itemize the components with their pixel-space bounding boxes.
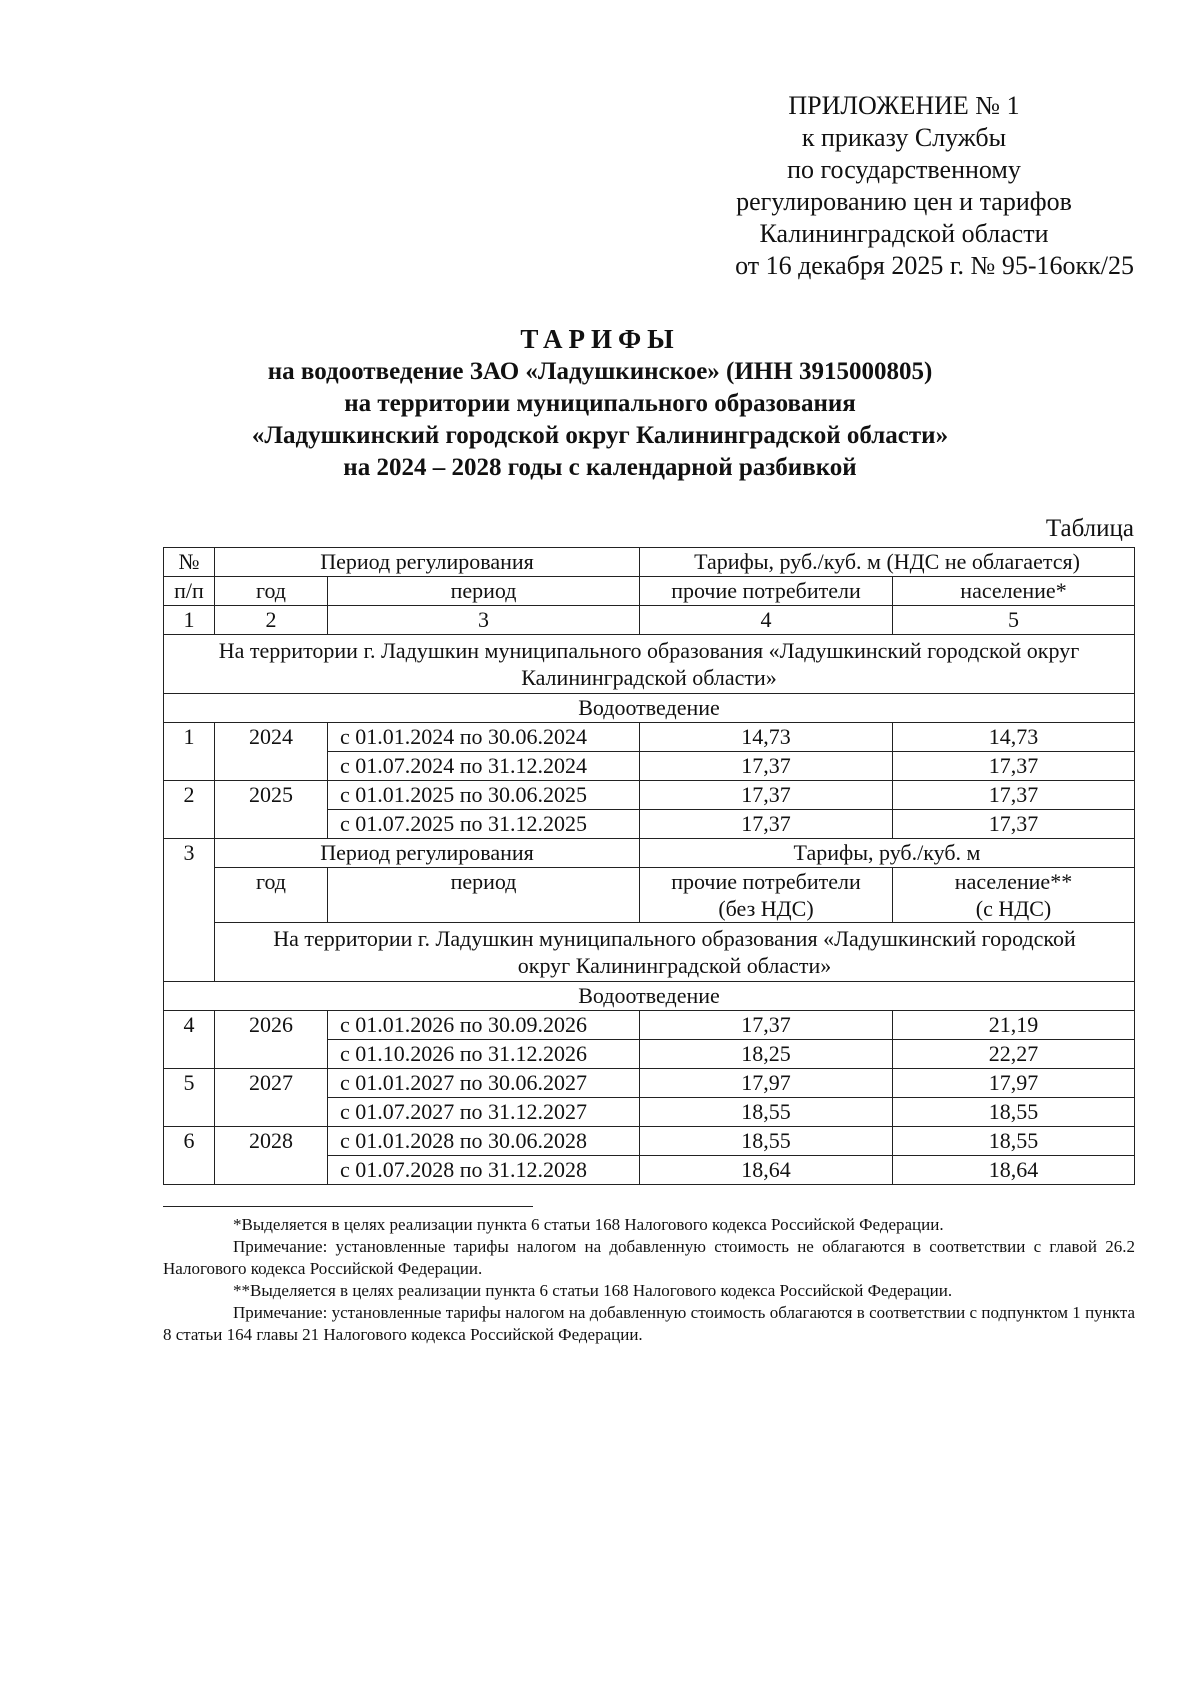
row-other-tariff: 17,37 (640, 810, 893, 839)
section2-population-vat: (с НДС) (975, 896, 1052, 921)
section2-period-regulation: Период регулирования (215, 839, 640, 868)
table-caption: Таблица (1045, 515, 1134, 542)
row-period: с 01.01.2028 по 30.06.2028 (328, 1127, 640, 1156)
table-row (164, 723, 1135, 752)
section2-year: год (215, 868, 328, 923)
row-period: с 01.01.2027 по 30.06.2027 (328, 1069, 640, 1098)
territory-row (164, 635, 1135, 694)
territory-cell: На территории г. Ладушкин муниципального образования «Ладушкинский городской округ Калининградской области» (164, 635, 1135, 694)
footnote-2: **Выделяется в целях реализации пункта 6 статьи 168 Налогового кодекса Российской Федерации. (233, 1281, 953, 1300)
appendix-date: от 16 декабря 2025 г. № 95-16окк/25 (735, 251, 1134, 280)
row-population-tariff: 17,37 (893, 810, 1135, 839)
table-subheader-row (164, 577, 1135, 606)
header-tariffs: Тарифы, руб./куб. м (НДС не облагается) (640, 548, 1135, 577)
row-number: 2 (164, 781, 215, 839)
row-population-tariff: 18,55 (893, 1127, 1135, 1156)
section2-other-consumers (640, 868, 893, 923)
header-num-pp: п/п (164, 577, 215, 606)
row-period: с 01.01.2024 по 30.06.2024 (328, 723, 640, 752)
footnote-note-1: Примечание: установленные тарифы налогом на добавленную стоимость не облагаются в соответствии с главой 26.2 Налогового кодекса Российской Федерации. (163, 1237, 1135, 1278)
row-number: 5 (164, 1069, 215, 1127)
section2-other-label: прочие потребители (671, 869, 861, 894)
column-numbers-row (164, 606, 1135, 635)
row-period: с 01.07.2025 по 31.12.2025 (328, 810, 640, 839)
appendix-order-line: к приказу Службы (801, 123, 1007, 152)
footnote-divider (163, 1206, 533, 1207)
title-main: ТАРИФЫ (520, 324, 680, 354)
row-period: с 01.07.2027 по 31.12.2027 (328, 1098, 640, 1127)
row-number: 4 (164, 1011, 215, 1069)
row-other-tariff: 17,37 (640, 1011, 893, 1040)
row-other-tariff: 17,97 (640, 1069, 893, 1098)
appendix-number: ПРИЛОЖЕНИЕ № 1 (788, 91, 1020, 120)
section2-subheader-row (164, 868, 1135, 923)
row-period: с 01.10.2026 по 31.12.2026 (328, 1040, 640, 1069)
title-line-4: на 2024 – 2028 годы с календарной разбивкой (343, 454, 857, 481)
section2-population-label: население** (954, 869, 1073, 894)
row-number: 1 (164, 723, 215, 781)
appendix-regulation-line: регулированию цен и тарифов (736, 187, 1072, 216)
tariffs-table (163, 547, 1135, 1185)
section2-population (893, 868, 1135, 923)
service-cell: Водоотведение (164, 694, 1135, 723)
header-population: население* (893, 577, 1135, 606)
service-row-2 (164, 982, 1135, 1011)
appendix-region-line: Калининградской области (759, 219, 1049, 248)
footnote-note-2: Примечание: установленные тарифы налогом на добавленную стоимость облагаются в соответствии с подпунктом 1 пункта 8 статьи 164 главы 21 Налогового кодекса Российской Федерации. (163, 1303, 1135, 1344)
row-year: 2027 (215, 1069, 328, 1127)
row-other-tariff: 17,37 (640, 781, 893, 810)
territory-row-2 (164, 923, 1135, 982)
row-other-tariff: 18,64 (640, 1156, 893, 1185)
footnotes (163, 1214, 1135, 1346)
service-row (164, 694, 1135, 723)
service-cell-2: Водоотведение (164, 982, 1135, 1011)
table-row (164, 1069, 1135, 1098)
column-number: 1 (164, 606, 215, 635)
row-year: 2024 (215, 723, 328, 781)
table-header-row (164, 548, 1135, 577)
header-num: № (164, 548, 215, 577)
title-line-2: на территории муниципального образования (344, 390, 856, 417)
header-other-consumers: прочие потребители (640, 577, 893, 606)
row-period: с 01.07.2028 по 31.12.2028 (328, 1156, 640, 1185)
section2-tariffs: Тарифы, руб./куб. м (640, 839, 1135, 868)
row-year: 2026 (215, 1011, 328, 1069)
row-year: 2028 (215, 1127, 328, 1185)
row-other-tariff: 18,25 (640, 1040, 893, 1069)
table-row (164, 1011, 1135, 1040)
document-title (150, 322, 1050, 484)
row-number: 6 (164, 1127, 215, 1185)
row-population-tariff: 17,37 (893, 752, 1135, 781)
row-period: с 01.07.2024 по 31.12.2024 (328, 752, 640, 781)
header-year: год (215, 577, 328, 606)
appendix-header (674, 90, 1134, 282)
row-population-tariff: 17,97 (893, 1069, 1135, 1098)
header-period: период (328, 577, 640, 606)
row-population-tariff: 18,64 (893, 1156, 1135, 1185)
table-row (164, 781, 1135, 810)
table-row (164, 1127, 1135, 1156)
column-number: 4 (640, 606, 893, 635)
title-line-1: на водоотведение ЗАО «Ладушкинское» (ИНН 3915000805) (267, 358, 933, 385)
section2-other-vat: (без НДС) (718, 896, 814, 921)
row-population-tariff: 18,55 (893, 1098, 1135, 1127)
tariffs-table-body (164, 548, 1135, 1185)
row-population-tariff: 21,19 (893, 1011, 1135, 1040)
row-other-tariff: 18,55 (640, 1127, 893, 1156)
row-population-tariff: 22,27 (893, 1040, 1135, 1069)
header-period-regulation: Период регулирования (215, 548, 640, 577)
appendix-service-line: по государственному (787, 155, 1021, 184)
row-other-tariff: 14,73 (640, 723, 893, 752)
row-other-tariff: 18,55 (640, 1098, 893, 1127)
section2-num: 3 (164, 839, 215, 982)
column-number: 3 (328, 606, 640, 635)
row-year: 2025 (215, 781, 328, 839)
row-period: с 01.01.2026 по 30.09.2026 (328, 1011, 640, 1040)
title-line-3: «Ладушкинский городской округ Калининградской области» (251, 422, 949, 449)
section2-header-row (164, 839, 1135, 868)
column-number: 2 (215, 606, 328, 635)
row-population-tariff: 17,37 (893, 781, 1135, 810)
row-period: с 01.01.2025 по 30.06.2025 (328, 781, 640, 810)
territory-cell-2: На территории г. Ладушкин муниципального образования «Ладушкинский городской округ Калининградской области» (215, 923, 1135, 982)
footnote-1: *Выделяется в целях реализации пункта 6 статьи 168 Налогового кодекса Российской Федерации. (233, 1215, 944, 1234)
section2-period: период (328, 868, 640, 923)
column-number: 5 (893, 606, 1135, 635)
row-population-tariff: 14,73 (893, 723, 1135, 752)
row-other-tariff: 17,37 (640, 752, 893, 781)
